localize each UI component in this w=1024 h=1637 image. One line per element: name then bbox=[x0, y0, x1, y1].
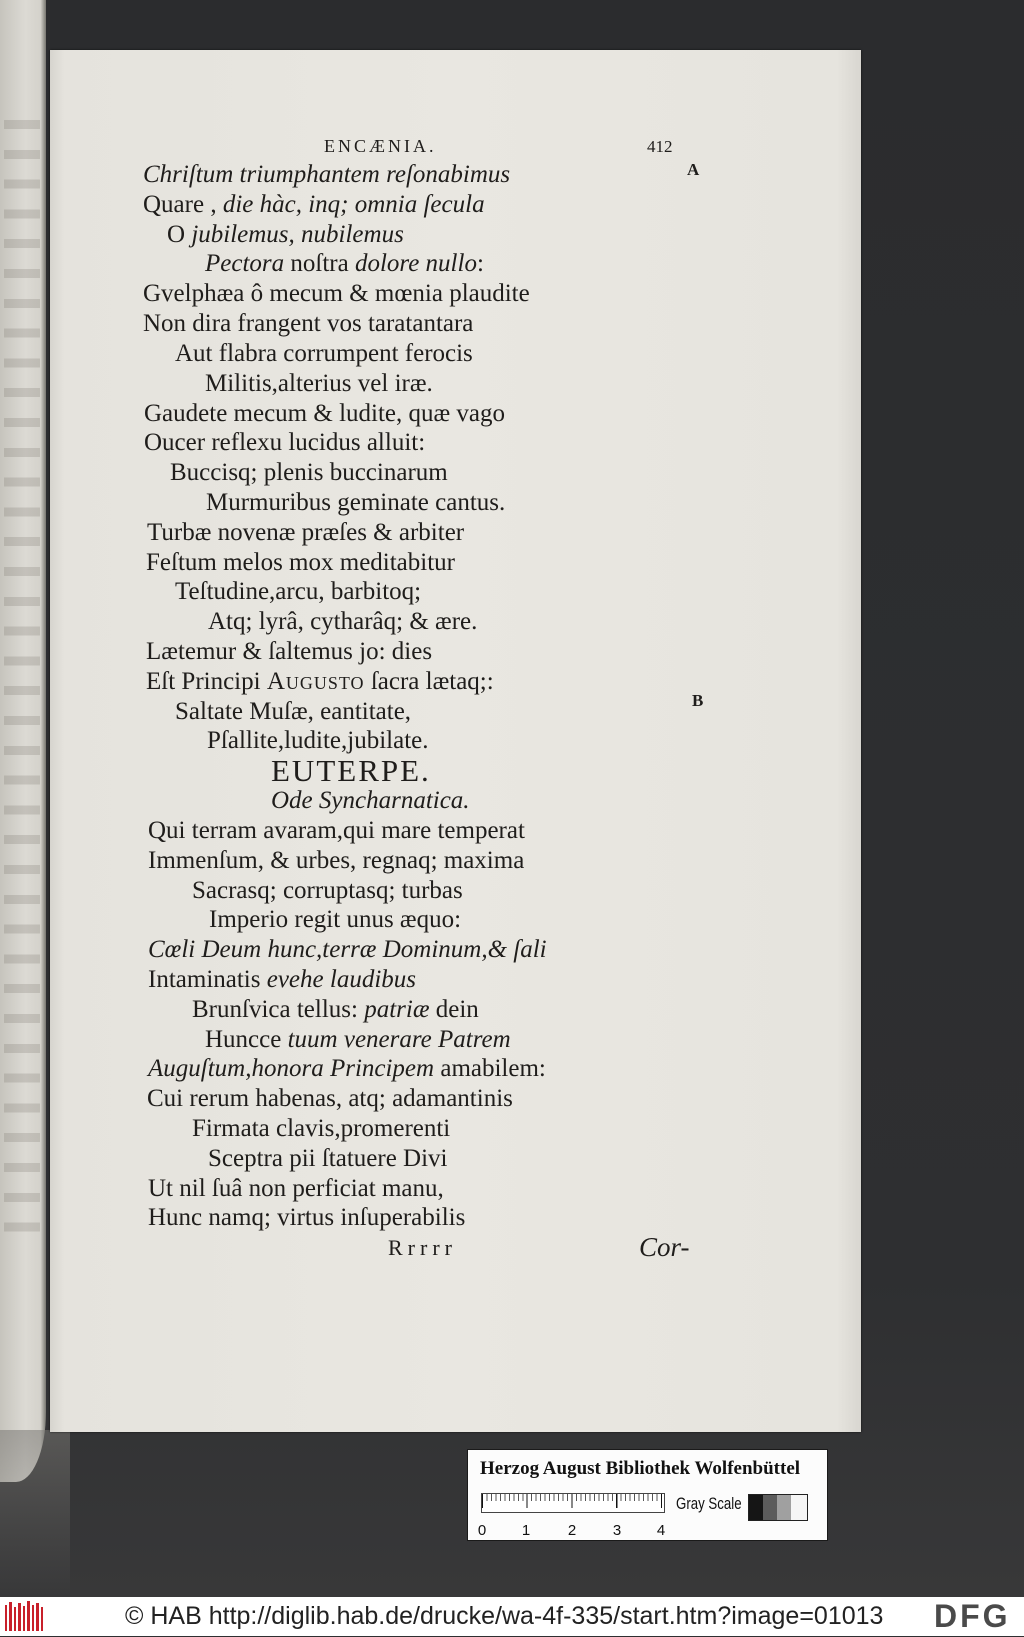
verse-line bbox=[50, 339, 861, 369]
verse-line bbox=[50, 458, 861, 488]
previous-page-edge bbox=[0, 0, 46, 1482]
verse-segment: ſacra lætaq;: bbox=[364, 667, 494, 695]
verse-segment: Auguſtum,honora Principem bbox=[148, 1055, 435, 1083]
verse-segment: Pſallite,ludite,jubilate. bbox=[207, 727, 429, 755]
gray-scale-label: Gray Scale bbox=[676, 1494, 742, 1513]
verse-line bbox=[50, 607, 861, 637]
ruler-number: 1 bbox=[521, 1522, 531, 1539]
hab-barcode-logo-icon bbox=[5, 1601, 45, 1632]
verse-line bbox=[50, 1144, 861, 1174]
verse-segment: Murmuribus geminate cantus. bbox=[206, 488, 506, 516]
verse-segment: noſtra bbox=[290, 250, 355, 278]
page-number: 412 bbox=[647, 137, 673, 156]
verse-segment: Immenſum, & urbes, regnaq; maxima bbox=[148, 846, 525, 874]
verse-segment: Qui terram avaram,qui mare temperat bbox=[148, 816, 525, 844]
verse-segment: Teſtudine,arcu, barbitoq; bbox=[175, 578, 422, 606]
card-title: Herzog August Bibliothek Wolfenbüttel bbox=[480, 1458, 801, 1479]
verse-segment: Buccisq; plenis buccinarum bbox=[170, 459, 448, 487]
verse-segment: Aut flabra corrumpent ferocis bbox=[175, 339, 473, 367]
signature-mark: Rrrrr bbox=[388, 1235, 457, 1261]
verse-segment: amabilem: bbox=[434, 1055, 546, 1083]
verse-line bbox=[50, 1025, 861, 1055]
poem-text bbox=[50, 160, 861, 1263]
verse-segment: Eſt Principi bbox=[146, 667, 267, 695]
verse-line bbox=[50, 1114, 861, 1144]
verse-segment: Cœli Deum hunc,terræ Dominum,& ſali bbox=[148, 936, 547, 964]
source-url-text: © HAB http://diglib.hab.de/drucke/wa-4f-335/start.htm?image=01013 bbox=[125, 1602, 884, 1630]
verse-line bbox=[50, 399, 861, 429]
verse-segment: O bbox=[167, 220, 192, 248]
verse-line bbox=[50, 1054, 861, 1084]
verse-segment: dein bbox=[429, 995, 479, 1023]
verse-line bbox=[50, 1203, 861, 1233]
verse-segment: Cui rerum habenas, atq; adamantinis bbox=[147, 1085, 513, 1113]
verse-line bbox=[50, 637, 861, 667]
verse-line bbox=[50, 548, 861, 578]
section-heading bbox=[50, 753, 861, 789]
verse-segment: Ut nil ſuâ non perficiat manu, bbox=[148, 1174, 444, 1202]
verse-line bbox=[50, 369, 861, 399]
ruler-number: 4 bbox=[656, 1522, 666, 1539]
verse-line bbox=[50, 220, 861, 250]
book-page bbox=[50, 50, 861, 1432]
verse-line bbox=[50, 518, 861, 548]
page-shadow bbox=[0, 1430, 70, 1597]
verse-segment: evehe laudibus bbox=[266, 965, 416, 993]
verse-line bbox=[50, 1174, 861, 1204]
centimeter-ruler bbox=[481, 1493, 665, 1513]
margin-letter: A bbox=[687, 160, 700, 179]
gray-swatch bbox=[791, 1495, 807, 1520]
verse-segment: Brunſvica tellus: bbox=[192, 995, 365, 1023]
verse-segment-small-caps: Augusto bbox=[266, 667, 365, 695]
verse-line bbox=[50, 697, 861, 727]
dfg-logo-icon: DFG bbox=[934, 1598, 1011, 1634]
ruler-number: 2 bbox=[567, 1522, 577, 1539]
gray-swatch bbox=[763, 1495, 777, 1520]
verse-line bbox=[50, 905, 861, 935]
verse-segment: Lætemur & ſaltemus jo: dies bbox=[146, 638, 433, 665]
verse-line bbox=[50, 577, 861, 607]
verse-line bbox=[50, 965, 861, 995]
verse-segment: tuum venerare Patrem bbox=[287, 1025, 511, 1053]
verse-segment: Gvelphæa ô mecum & mœnia plaudite bbox=[143, 280, 530, 308]
viewer-footer-bar bbox=[0, 1597, 1024, 1636]
gray-scale-swatches bbox=[748, 1494, 808, 1521]
verse-segment: Feſtum melos mox meditabitur bbox=[146, 548, 455, 576]
verse-line bbox=[50, 279, 861, 309]
verse-segment: Hunc namq; virtus inſuperabilis bbox=[148, 1204, 466, 1232]
running-head: ENCÆNIA. bbox=[324, 136, 437, 156]
verse-line bbox=[50, 428, 861, 458]
verse-segment: Militis,alterius vel iræ. bbox=[205, 369, 433, 397]
subheading-text: Ode Syncharnatica. bbox=[271, 787, 470, 815]
verse-line bbox=[50, 667, 861, 697]
verse-line bbox=[50, 249, 861, 279]
verse-line bbox=[50, 876, 861, 906]
verse-segment: Sacrasq; corruptasq; turbas bbox=[192, 876, 463, 904]
verse-segment: Imperio regit unus æquo: bbox=[209, 906, 462, 934]
section-subheading bbox=[50, 786, 861, 816]
ruler-number: 3 bbox=[612, 1522, 622, 1539]
verse-line bbox=[50, 309, 861, 339]
verse-line bbox=[50, 816, 861, 846]
verse-line bbox=[50, 488, 861, 518]
margin-letter: B bbox=[692, 691, 704, 710]
verse-segment: Firmata clavis,promerenti bbox=[192, 1115, 451, 1142]
signature-line bbox=[50, 1233, 861, 1263]
verse-segment: Chriſtum triumphantem reſonabimus bbox=[143, 161, 511, 188]
verse-line bbox=[50, 1084, 861, 1114]
verse-segment: Oucer reflexu lucidus alluit: bbox=[144, 429, 426, 457]
verse-line bbox=[50, 726, 861, 756]
verse-segment: Intaminatis bbox=[148, 965, 267, 993]
verse-segment: Sceptra pii ſtatuere Divi bbox=[208, 1144, 448, 1172]
ruler-number: 0 bbox=[477, 1522, 487, 1539]
verse-segment: Saltate Muſæ, eantitate, bbox=[175, 697, 412, 725]
gray-swatch bbox=[749, 1495, 763, 1520]
color-calibration-card bbox=[467, 1449, 828, 1541]
verse-segment: Turbæ novenæ præſes & arbiter bbox=[147, 518, 465, 546]
verse-line bbox=[50, 190, 861, 220]
verse-segment: : bbox=[476, 250, 484, 278]
gray-swatch bbox=[777, 1495, 791, 1520]
heading-text: EUTERPE. bbox=[271, 753, 431, 789]
verse-segment: patriæ bbox=[364, 995, 430, 1023]
verse-segment: Gaudete mecum & ludite, quæ vago bbox=[144, 399, 506, 427]
verse-line bbox=[50, 995, 861, 1025]
catchword: Cor- bbox=[639, 1232, 690, 1263]
verse-segment: Pectora bbox=[205, 250, 291, 278]
verse-segment: die hàc, inq; omnia ſecula bbox=[222, 190, 485, 218]
verse-line bbox=[50, 846, 861, 876]
verse-segment: dolore nullo bbox=[354, 250, 477, 278]
verse-segment: jubilemus, nubilemus bbox=[191, 220, 404, 248]
verse-segment: Atq; lyrâ, cytharâq; & ære. bbox=[208, 608, 478, 636]
verse-segment: Non dira frangent vos taratantara bbox=[143, 310, 474, 338]
verse-line bbox=[50, 160, 861, 190]
verse-segment: Huncce bbox=[205, 1025, 288, 1053]
verse-line bbox=[50, 935, 861, 965]
verse-segment: Quare , bbox=[143, 190, 223, 218]
